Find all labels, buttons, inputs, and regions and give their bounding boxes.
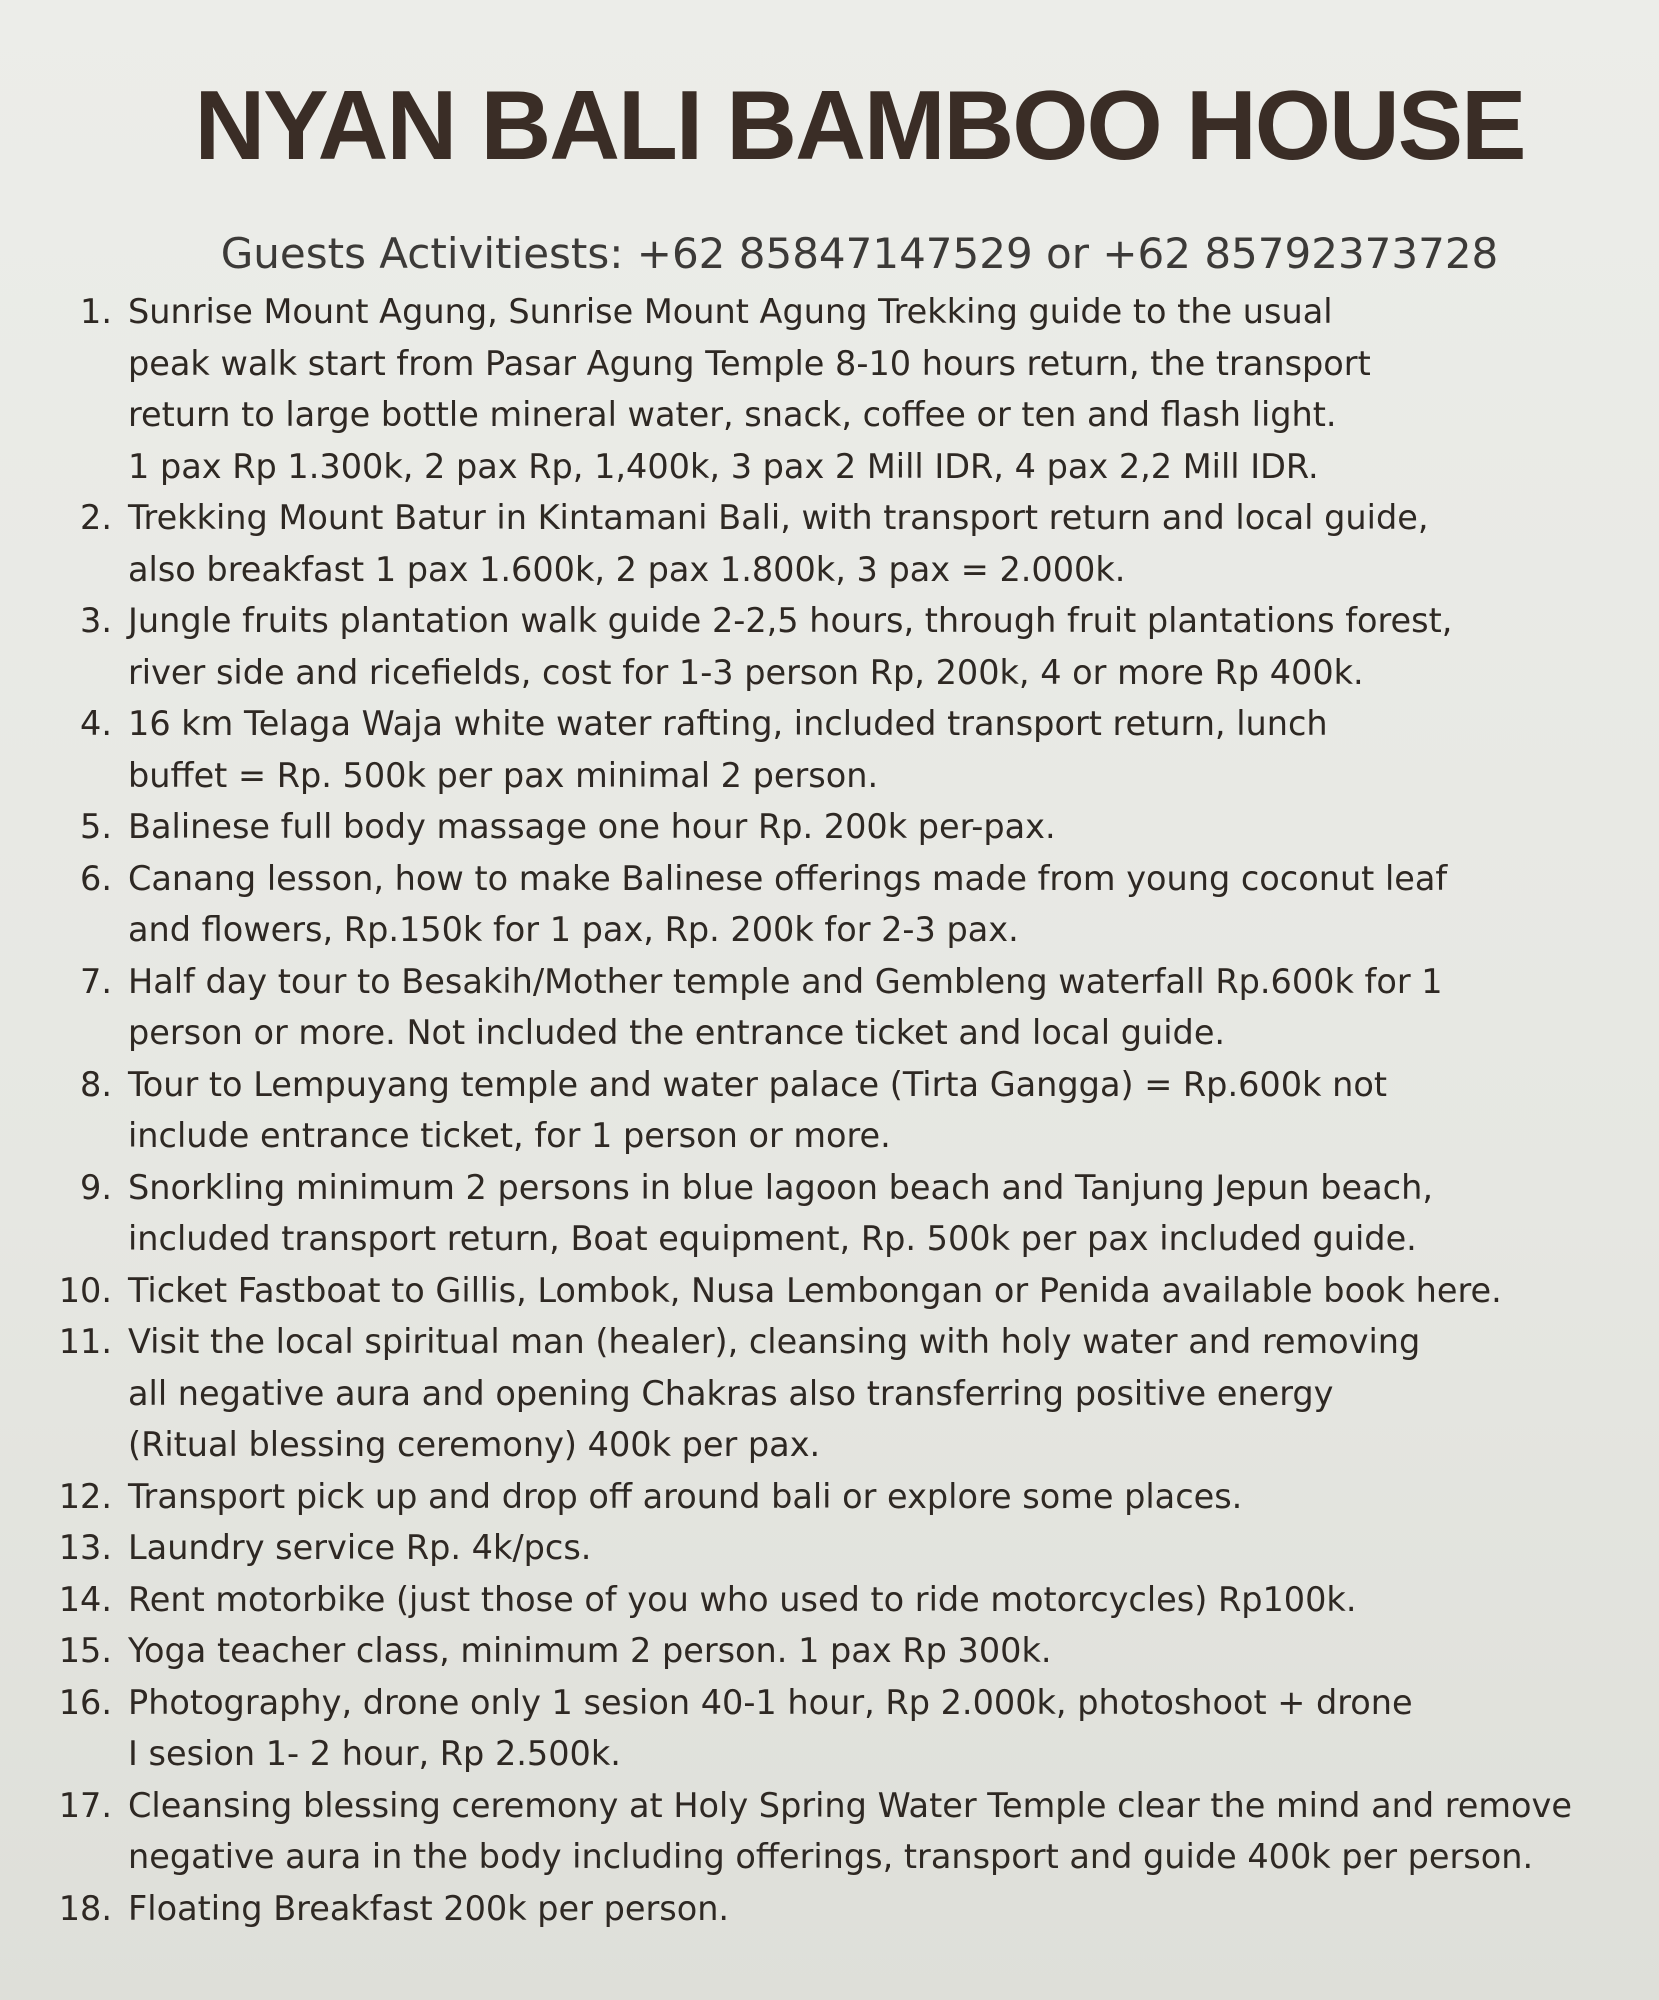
item-number: 5. xyxy=(80,807,112,846)
item-number: 15. xyxy=(58,1631,112,1670)
list-item xyxy=(50,1316,1599,1471)
item-number: 12. xyxy=(58,1476,112,1516)
item-text: Balinese full body massage one hour Rp. 200k per-pax. xyxy=(128,807,1056,846)
guest-contact-line: Guests Activitiests: +62 85847147529 or +62 85792373728 xyxy=(220,229,1499,278)
item-number: 3. xyxy=(80,601,112,640)
item-text: Tour to Lempuyang temple and water palace (Tirta Gangga) = Rp.600k not include entrance ticket, for 1 person or more. xyxy=(128,1064,1387,1155)
item-number: 7. xyxy=(80,961,112,1001)
item-number: 11. xyxy=(58,1322,112,1361)
item-number: 16. xyxy=(58,1682,112,1722)
item-text: Half day tour to Besakih/Mother temple and Gembleng waterfall Rp.600k for 1 person or more. Not included the entrance ticket and local guide. xyxy=(128,961,1443,1052)
list-item xyxy=(50,1574,1599,1626)
item-text: Floating Breakfast 200k per person. xyxy=(128,1888,730,1928)
item-text: Trekking Mount Batur in Kintamani Bali, with transport return and local guide, also breakfast 1 pax 1.600k, 2 pax 1.800k, 3 pax = 2.000k. xyxy=(128,498,1429,589)
item-number: 10. xyxy=(58,1270,112,1310)
item-text: Cleansing blessing ceremony at Holy Spring Water Temple clear the mind and remove negative aura in the body including offerings, transport and guide 400k per person. xyxy=(128,1785,1572,1876)
list-item xyxy=(50,1059,1599,1162)
item-text: Snorkling minimum 2 persons in blue lagoon beach and Tanjung Jepun beach, included transport return, Boat equipment, Rp. 500k per pax included guide. xyxy=(128,1167,1433,1258)
list-item xyxy=(50,1883,1599,1935)
list-item xyxy=(50,1522,1599,1574)
list-item xyxy=(50,1265,1599,1317)
item-number: 6. xyxy=(80,858,112,898)
item-text: 16 km Telaga Waja white water rafting, included transport return, lunch buffet = Rp. 500k per pax minimal 2 person. xyxy=(128,704,1328,795)
list-item xyxy=(50,1625,1599,1677)
list-item xyxy=(50,1677,1599,1780)
item-text: Laundry service Rp. 4k/pcs. xyxy=(128,1528,592,1567)
item-text: Canang lesson, how to make Balinese offerings made from young coconut leaf and flowers, Rp.150k for 1 pax, Rp. 200k for 2-3 pax. xyxy=(128,858,1448,949)
item-number: 2. xyxy=(80,498,112,537)
item-text: Photography, drone only 1 sesion 40-1 hour, Rp 2.000k, photoshoot + drone I sesion 1- 2 hour, Rp 2.500k. xyxy=(128,1682,1413,1773)
list-item xyxy=(50,1780,1599,1883)
item-number: 8. xyxy=(80,1064,112,1104)
list-item xyxy=(50,853,1599,956)
item-text: Sunrise Mount Agung, Sunrise Mount Agung Trekking guide to the usual peak walk start from Pasar Agung Temple 8-10 hours return, the transport return to large bottle mineral water, snack, coffee or ten and flash light. 1 pax Rp 1.300k, 2 pax Rp, 1,400k, 3 pax 2 Mill IDR, 4 pax 2,2 Mill IDR. xyxy=(128,292,1371,486)
list-item xyxy=(50,286,1599,492)
item-number: 13. xyxy=(58,1528,112,1567)
item-number: 9. xyxy=(80,1167,112,1207)
activity-list xyxy=(50,286,1599,1934)
list-item xyxy=(50,801,1599,853)
list-item xyxy=(50,1162,1599,1265)
item-text: Jungle fruits plantation walk guide 2-2,5 hours, through fruit plantations forest, river side and ricefields, cost for 1-3 person Rp, 200k, 4 or more Rp 400k. xyxy=(128,601,1453,692)
item-number: 4. xyxy=(80,704,112,743)
item-number: 1. xyxy=(80,292,112,331)
item-text: Rent motorbike (just those of you who used to ride motorcycles) Rp100k. xyxy=(128,1579,1357,1619)
list-item xyxy=(50,595,1599,698)
item-number: 18. xyxy=(58,1888,112,1928)
page-title: NYAN BALI BAMBOO HOUSE xyxy=(194,70,1525,180)
item-text: Visit the local spiritual man (healer), cleansing with holy water and removing all negative aura and opening Chakras also transferring positive energy (Ritual blessing ceremony) 400k per pax. xyxy=(128,1322,1421,1464)
list-item xyxy=(50,956,1599,1059)
item-text: Ticket Fastboat to Gillis, Lombok, Nusa Lembongan or Penida available book here. xyxy=(128,1270,1502,1310)
item-number: 17. xyxy=(58,1785,112,1825)
item-number: 14. xyxy=(58,1579,112,1619)
list-item xyxy=(50,1471,1599,1523)
item-text: Transport pick up and drop off around bali or explore some places. xyxy=(128,1476,1243,1516)
item-text: Yoga teacher class, minimum 2 person. 1 pax Rp 300k. xyxy=(128,1631,1052,1670)
list-item xyxy=(50,492,1599,595)
list-item xyxy=(50,698,1599,801)
